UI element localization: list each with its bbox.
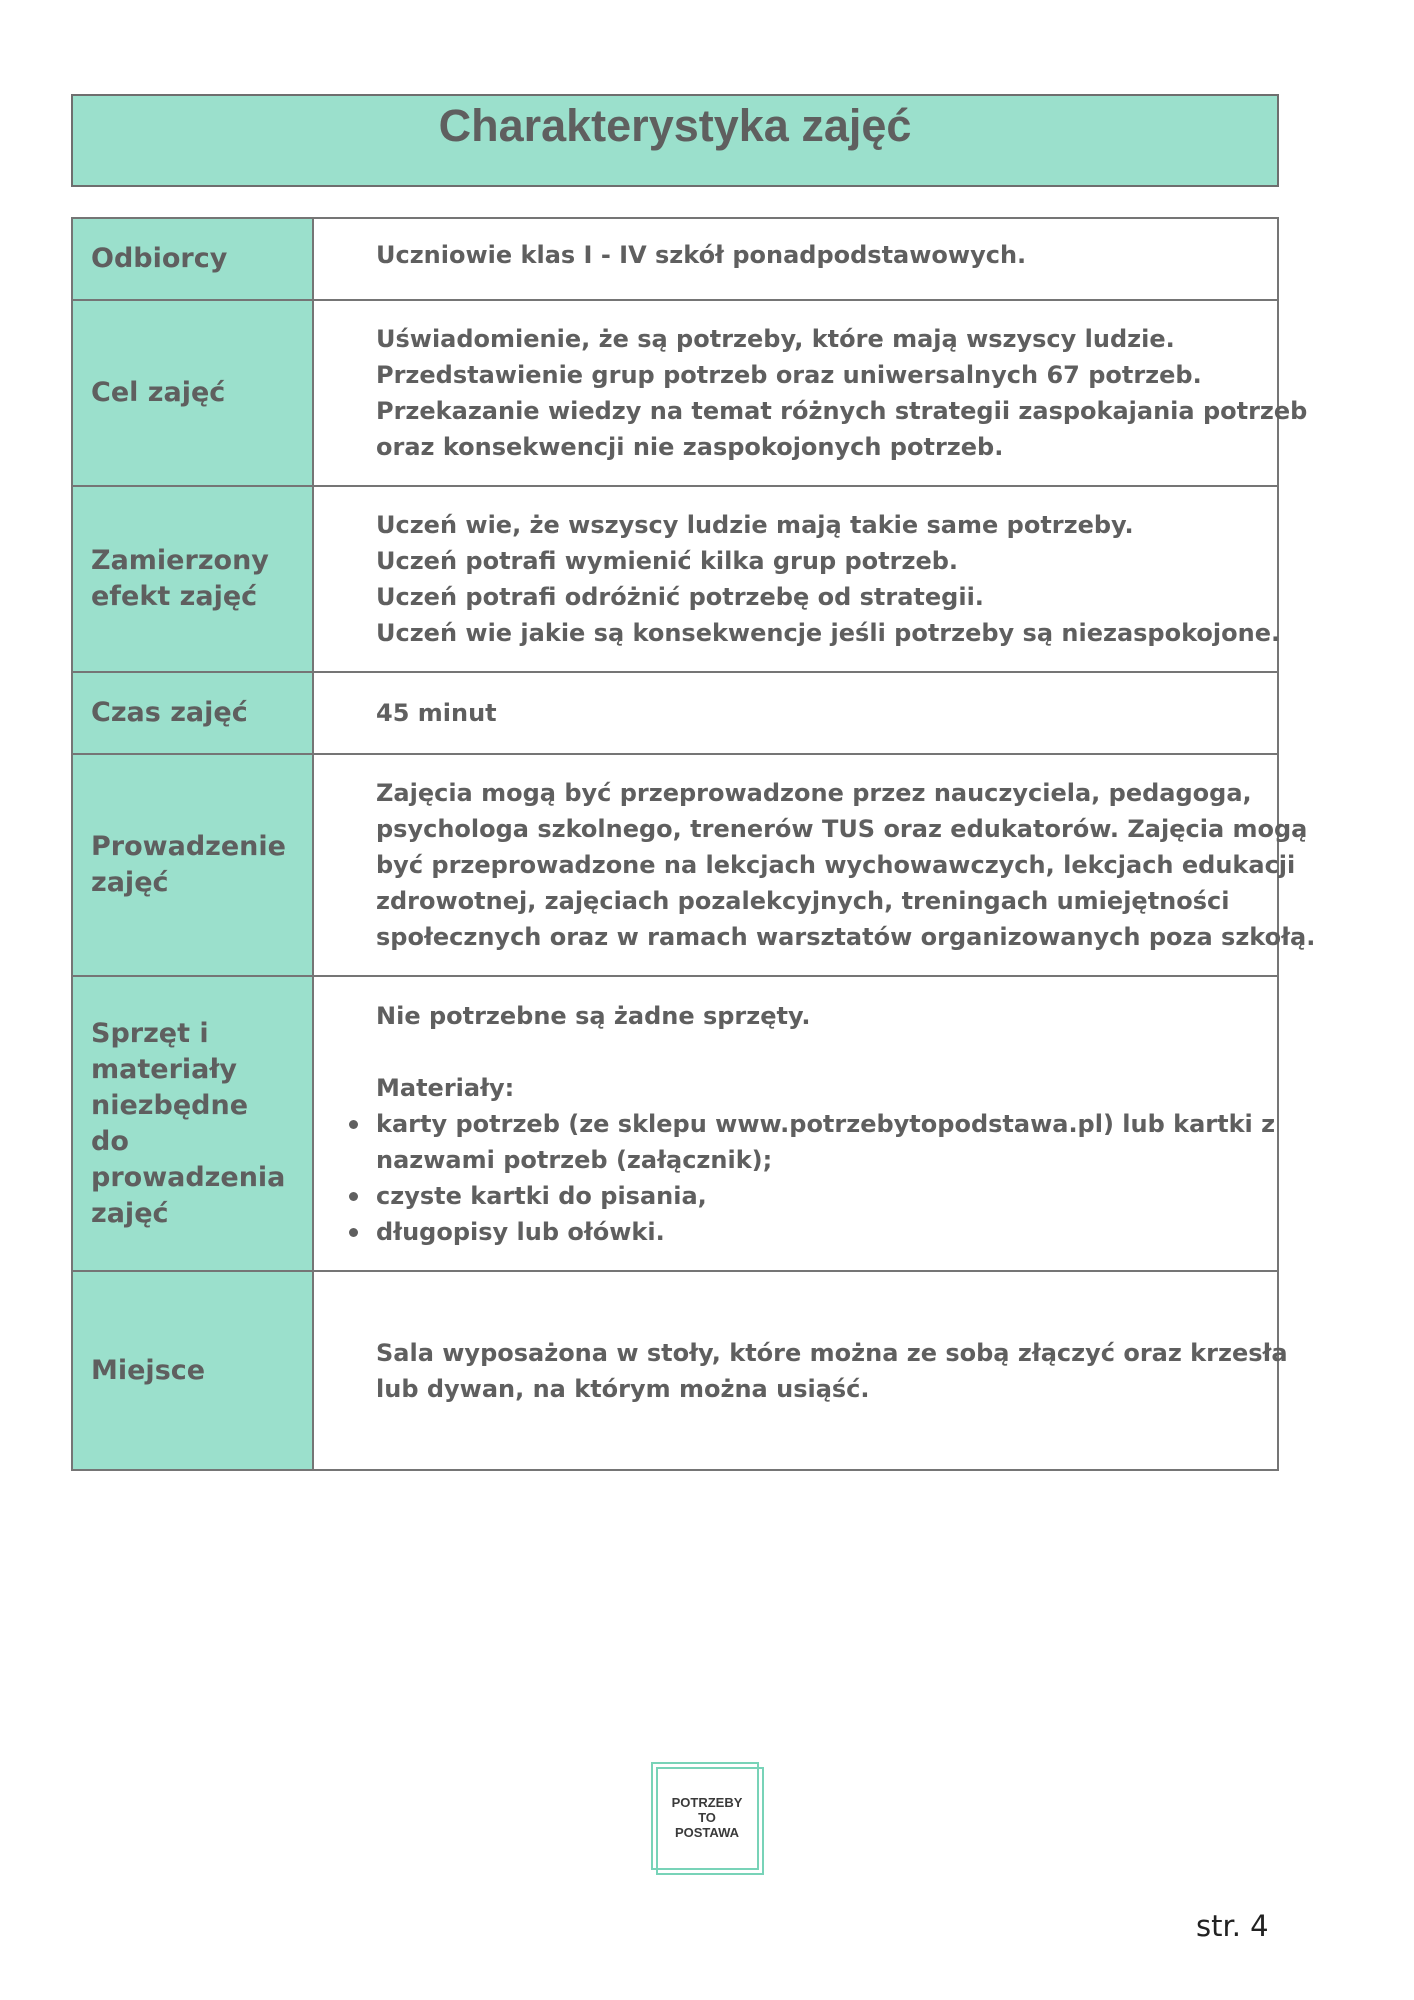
value-line: Uczeń potrafi odróżnić potrzebę od strategii. bbox=[376, 583, 984, 611]
value-line: Nie potrzebne są żadne sprzęty. bbox=[376, 1001, 811, 1030]
value-line: psychologa szkolnego, trenerów TUS oraz edukatorów. Zajęcia mogą bbox=[376, 815, 1308, 843]
row-value bbox=[313, 486, 1281, 672]
row-label: Odbiorcy bbox=[72, 218, 313, 300]
row-value bbox=[313, 754, 1316, 976]
row-label: Prowadzenie zajęć bbox=[72, 754, 313, 976]
value-line: Uświadomienie, że są potrzeby, które mają wszyscy ludzie. bbox=[376, 325, 1175, 353]
page-title: Charakterystyka zajęć bbox=[438, 100, 912, 151]
row-label: Zamierzony efekt zajęć bbox=[72, 486, 313, 672]
materials-heading: Materiały: bbox=[376, 1073, 515, 1102]
info-table bbox=[71, 217, 1316, 1471]
row-value bbox=[313, 300, 1308, 486]
logo-text bbox=[651, 1795, 763, 1840]
table-row bbox=[72, 1271, 1278, 1470]
row-value bbox=[313, 976, 1278, 1271]
value-line: Uczniowie klas I - IV szkół ponadpodstawowych. bbox=[376, 241, 1027, 269]
logo-line: TO bbox=[698, 1810, 716, 1825]
table-row bbox=[72, 754, 1278, 976]
value-line: długopisy lub ołówki. bbox=[376, 1217, 665, 1246]
row-label: Cel zajęć bbox=[72, 300, 313, 486]
row-value bbox=[313, 1271, 1288, 1470]
table-row bbox=[72, 300, 1278, 486]
value-line: Przedstawienie grup potrzeb oraz uniwersalnych 67 potrzeb. bbox=[376, 361, 1202, 389]
list-item bbox=[376, 1214, 1257, 1250]
value-line: Zajęcia mogą być przeprowadzone przez nauczyciela, pedagoga, bbox=[376, 779, 1252, 807]
list-item bbox=[376, 1106, 1276, 1178]
table-row bbox=[72, 486, 1278, 672]
value-line: Uczeń wie, że wszyscy ludzie mają takie same potrzeby. bbox=[376, 511, 1134, 539]
value-line: Sala wyposażona w stoły, które można ze sobą złączyć oraz krzesła bbox=[376, 1338, 1288, 1367]
table-row bbox=[72, 218, 1278, 300]
value-line: 45 minut bbox=[376, 699, 497, 727]
value-line: czyste kartki do pisania, bbox=[376, 1181, 707, 1210]
row-label: Miejsce bbox=[72, 1271, 313, 1470]
row-label: Czas zajęć bbox=[72, 672, 313, 754]
value-line: lub dywan, na którym można usiąść. bbox=[376, 1374, 870, 1403]
table-row bbox=[72, 672, 1278, 754]
value-line: Przekazanie wiedzy na temat różnych strategii zaspokajania potrzeb bbox=[376, 397, 1308, 425]
materials-list bbox=[376, 1106, 1276, 1250]
value-line: Uczeń wie jakie są konsekwencje jeśli potrzeby są niezaspokojone. bbox=[376, 619, 1281, 647]
list-item bbox=[376, 1178, 1257, 1214]
value-line: społecznych oraz w ramach warsztatów organizowanych poza szkołą. bbox=[376, 923, 1316, 951]
table-row bbox=[72, 976, 1278, 1271]
potrzeby-to-postawa-logo bbox=[651, 1762, 763, 1874]
page-number: str. 4 bbox=[1196, 1909, 1269, 1943]
logo-line: POSTAWA bbox=[674, 1825, 740, 1840]
row-label: Sprzęt i materiały niezbędne do prowadzenia zajęć bbox=[72, 976, 313, 1271]
logo-line: POTRZEBY bbox=[671, 1795, 743, 1810]
value-line: być przeprowadzone na lekcjach wychowawczych, lekcjach edukacji bbox=[376, 851, 1296, 879]
value-line: nazwami potrzeb (załącznik); bbox=[376, 1145, 773, 1174]
value-line: zdrowotnej, zajęciach pozalekcyjnych, treningach umiejętności bbox=[376, 887, 1230, 915]
title-banner bbox=[71, 94, 1279, 187]
value-line: Uczeń potrafi wymienić kilka grup potrzeb. bbox=[376, 547, 959, 575]
value-line: karty potrzeb (ze sklepu www.potrzebytopodstawa.pl) lub kartki z bbox=[376, 1109, 1276, 1138]
row-value bbox=[313, 218, 1278, 300]
value-line: oraz konsekwencji nie zaspokojonych potrzeb. bbox=[376, 433, 1004, 461]
row-value bbox=[313, 672, 1278, 754]
